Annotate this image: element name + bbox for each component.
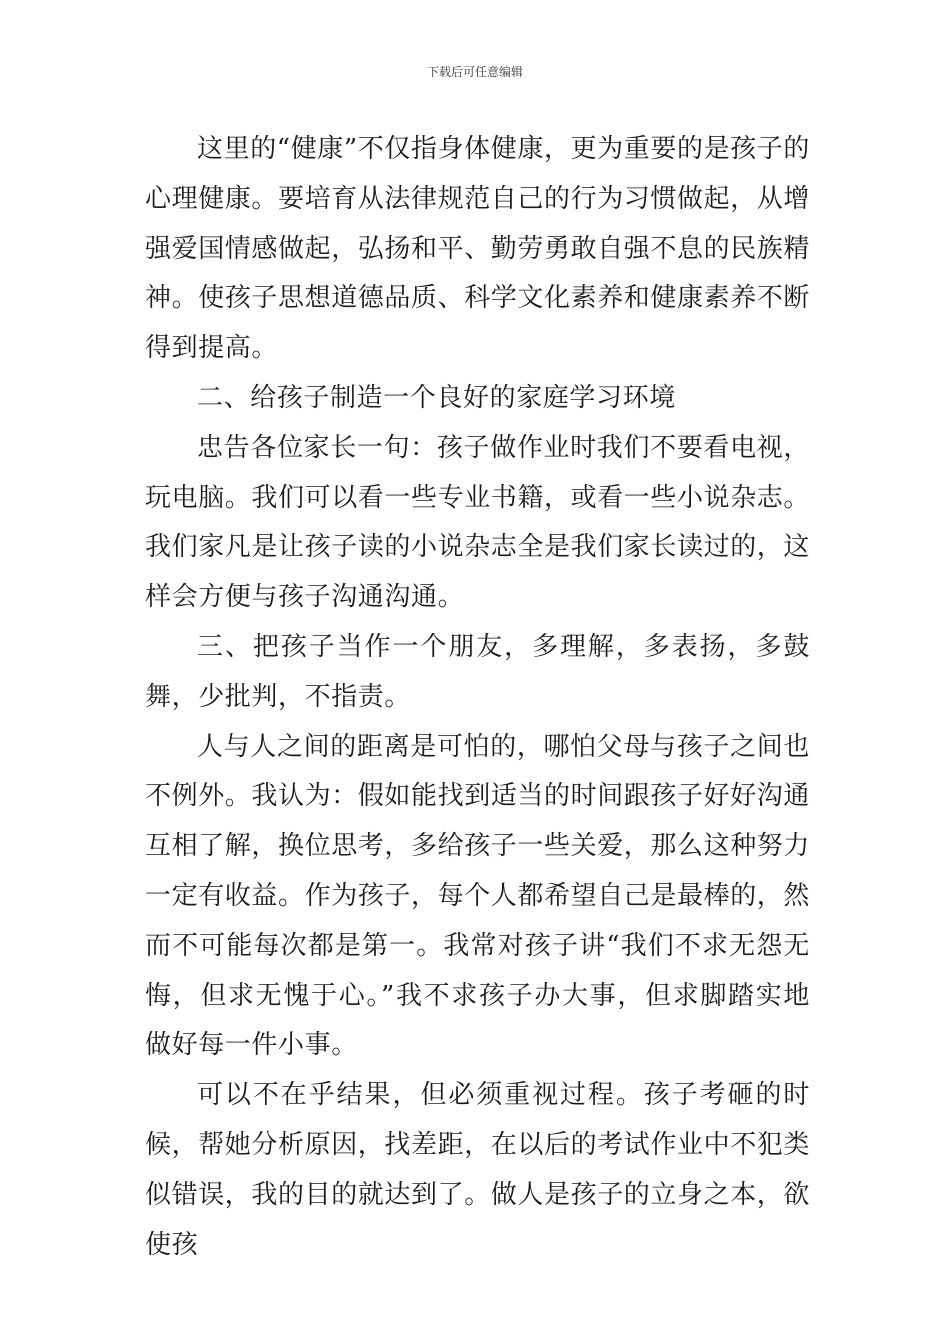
heading-section-three: 三、把孩子当作一个朋友，多理解，多表扬，多鼓舞，少批判，不指责。	[145, 631, 810, 712]
paragraph-communication: 人与人之间的距离是可怕的，哪怕父母与孩子之间也不例外。我认为：假如能找到适当的时间跟孩子好好沟通互相了解，换位思考，多给孩子一些关爱，那么这种努力一定有收益。作为孩子，每个人都希望自己是最棒的，然而不可能每次都是第一。我常对孩子讲“我们不求无怨无悔，但求无愧于心。”我不求孩子办大事，但求脚踏实地做好每一件小事。	[145, 731, 811, 1061]
paragraph-advice: 忠告各位家长一句：孩子做作业时我们不要看电视，玩电脑。我们可以看一些专业书籍，或看一些小说杂志。我们家凡是让孩子读的小说杂志全是我们家长读过的，这样会方便与孩子沟通沟通。	[145, 432, 811, 613]
heading-section-two: 二、给孩子制造一个良好的家庭学习环境	[197, 382, 676, 413]
page-header: 下载后可任意编辑	[426, 65, 523, 79]
paragraph-process: 可以不在乎结果，但必须重视过程。孩子考砸的时候，帮她分析原因，找差距，在以后的考试作业中不犯类似错误，我的目的就达到了。做人是孩子的立身之本，欲使孩	[145, 1080, 811, 1260]
paragraph-health: 这里的“健康”不仅指身体健康，更为重要的是孩子的心理健康。要培育从法律规范自己的行为习惯做起，从增强爱国情感做起，弘扬和平、勤劳勇敢自强不息的民族精神。使孩子思想道德品质、科学文化素养和健康素养不断得到提高。	[145, 134, 811, 364]
document-body	[145, 125, 810, 1270]
